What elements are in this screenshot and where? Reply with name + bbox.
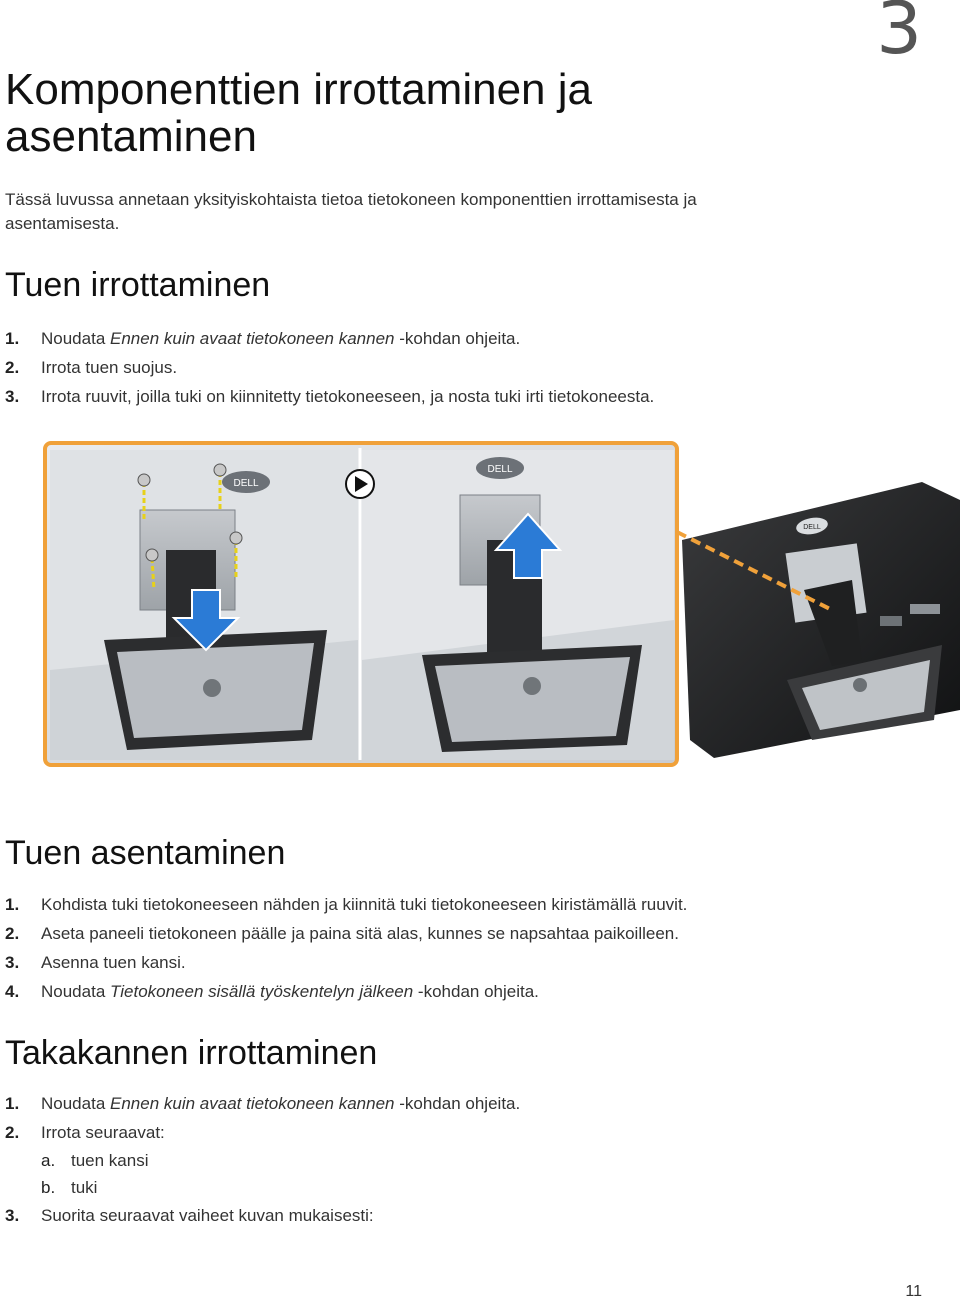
step-text: tuen kansi	[71, 1151, 149, 1170]
list-item	[5, 890, 687, 919]
step-number: 2.	[5, 1123, 20, 1142]
dell-logo-middle	[476, 457, 524, 479]
list-item	[5, 919, 687, 948]
list-item	[5, 382, 654, 411]
link-reference[interactable]: Ennen kuin avaat tietokoneen kannen	[110, 1094, 395, 1113]
section-title-tuen-irrottaminen: Tuen irrottaminen	[5, 266, 271, 304]
list-item	[5, 1089, 520, 1118]
step-text: Aseta paneeli tietokoneen päälle ja paina sitä alas, kunnes se napsahtaa paikoilleen.	[41, 924, 679, 943]
intro-paragraph: Tässä luvussa annetaan yksityiskohtaista tietoa tietokoneen komponenttien irrottamisesta ja asentamisesta.	[5, 190, 697, 233]
svg-text:DELL: DELL	[803, 524, 821, 531]
page-number: 11	[905, 1283, 922, 1300]
substep-letter: b.	[41, 1178, 56, 1197]
step-number: 2.	[5, 358, 20, 377]
section-title-takakannen-irrottaminen: Takakannen irrottaminen	[5, 1034, 378, 1072]
list-item	[5, 1201, 520, 1230]
steps-takakannen-irrottaminen	[5, 1089, 520, 1230]
step-number: 2.	[5, 924, 20, 943]
link-reference[interactable]: Ennen kuin avaat tietokoneen kannen	[110, 329, 395, 348]
section-title-tuen-asentaminen: Tuen asentaminen	[5, 834, 286, 872]
step-text: Noudata Ennen kuin avaat tietokoneen kannen -kohdan ohjeita.	[41, 1094, 521, 1113]
step-text: Irrota seuraavat:	[41, 1123, 165, 1142]
step-text: Kohdista tuki tietokoneeseen nähden ja kiinnitä tuki tietokoneeseen kiristämällä ruuvit.	[41, 895, 688, 914]
step-text: Asenna tuen kansi.	[41, 953, 186, 972]
steps-tuen-irrottaminen	[5, 324, 654, 411]
steps-tuen-asentaminen	[5, 890, 687, 1006]
stand-removal-illustration	[42, 440, 960, 770]
list-item	[5, 1147, 520, 1174]
svg-text:DELL: DELL	[487, 464, 513, 475]
list-item	[5, 353, 654, 382]
step-number: 3.	[5, 953, 20, 972]
step-text: Noudata Tietokoneen sisällä työskentelyn jälkeen -kohdan ohjeita.	[41, 982, 539, 1001]
list-item	[5, 948, 687, 977]
step-text: Irrota tuen suojus.	[41, 358, 178, 377]
step-number: 1.	[5, 895, 20, 914]
list-item	[5, 977, 687, 1006]
chapter-title: Komponenttien irrottaminen ja asentaminen	[5, 65, 592, 161]
step-text: tuki	[71, 1178, 98, 1197]
chapter-number: 3	[876, 0, 922, 70]
step-text: Irrota ruuvit, joilla tuki on kiinnitetty tietokoneeseen, ja nosta tuki irti tietokoneesta.	[41, 387, 655, 406]
link-reference[interactable]: Tietokoneen sisällä työskentelyn jälkeen	[110, 982, 414, 1001]
step-number: 3.	[5, 387, 20, 406]
step-number: 4.	[5, 982, 20, 1001]
middle-panel	[362, 450, 674, 760]
substep-letter: a.	[41, 1151, 56, 1170]
list-item	[5, 1118, 520, 1147]
step-number: 3.	[5, 1206, 20, 1225]
svg-text:DELL: DELL	[233, 478, 259, 489]
step-text: Noudata Ennen kuin avaat tietokoneen kannen -kohdan ohjeita.	[41, 329, 521, 348]
dell-logo-left	[222, 471, 270, 493]
step-number: 1.	[5, 1094, 20, 1113]
list-item	[5, 1174, 520, 1201]
step-number: 1.	[5, 329, 20, 348]
right-panel-computer	[677, 482, 960, 758]
play-icon	[346, 470, 374, 498]
left-panel	[50, 450, 358, 760]
step-text: Suorita seuraavat vaiheet kuvan mukaisesti:	[41, 1206, 374, 1225]
stand-removal-figure	[42, 440, 960, 770]
list-item	[5, 324, 654, 353]
